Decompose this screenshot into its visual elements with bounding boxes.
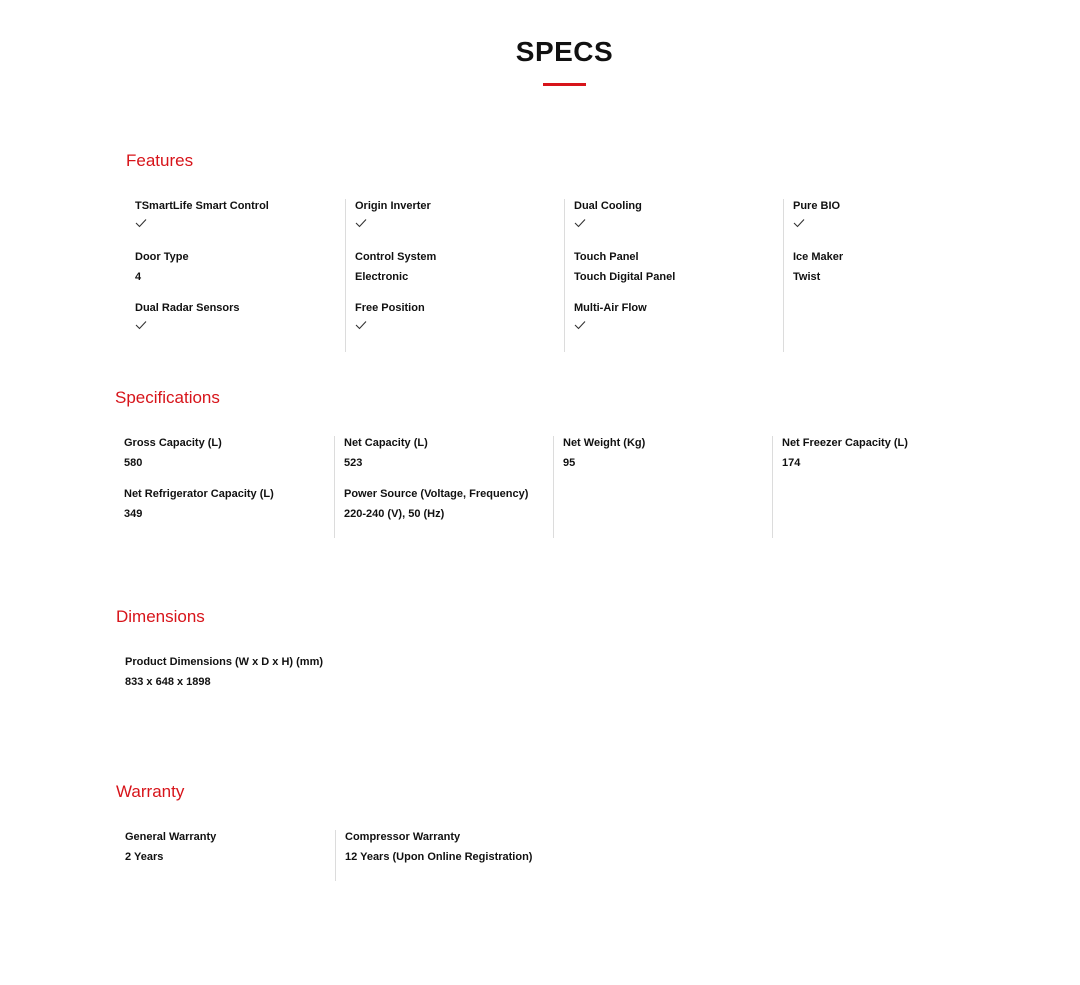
spec-label: Touch Panel — [574, 251, 639, 263]
spec-label: Dual Radar Sensors — [135, 302, 240, 314]
spec-label: Product Dimensions (W x D x H) (mm) — [125, 656, 324, 668]
spec-column — [564, 199, 783, 352]
spec-label: Door Type — [135, 251, 189, 263]
section-title-dimensions: Dimensions — [116, 607, 205, 626]
checkmark-icon — [355, 319, 367, 331]
spec-label: Net Freezer Capacity (L) — [782, 437, 908, 449]
spec-item-net-capacity-l — [344, 436, 553, 487]
checkmark-icon — [135, 217, 147, 229]
checkmark-icon — [355, 217, 367, 229]
spec-item-compressor-warranty — [345, 830, 554, 881]
features-grid — [126, 199, 1002, 352]
spec-item-net-weight-kg — [563, 436, 772, 487]
spec-item-dual-cooling — [574, 199, 783, 250]
checkmark-icon — [793, 217, 805, 229]
page-title: SPECS — [515, 36, 614, 67]
spec-item-free-position — [355, 301, 564, 352]
spec-label: Power Source (Voltage, Frequency) — [344, 488, 529, 500]
checkmark-icon — [574, 319, 586, 331]
spec-column — [116, 830, 335, 881]
spec-value: 95 — [563, 457, 576, 469]
title-underline — [543, 83, 586, 86]
section-title-features: Features — [126, 151, 194, 170]
spec-item-net-freezer-capacity-l — [782, 436, 991, 487]
spec-value: 580 — [124, 457, 143, 469]
spec-label: Free Position — [355, 302, 425, 314]
spec-label: Gross Capacity (L) — [124, 437, 222, 449]
spec-item-gross-capacity-l — [124, 436, 334, 487]
section-title-warranty: Warranty — [116, 782, 185, 801]
spec-item-origin-inverter — [355, 199, 564, 250]
spec-value: 174 — [782, 457, 801, 469]
spec-label: Control System — [355, 251, 437, 263]
spec-label: Net Refrigerator Capacity (L) — [124, 488, 274, 500]
spec-column — [783, 199, 1002, 352]
spec-label: Dual Cooling — [574, 200, 642, 212]
spec-value: 2 Years — [125, 851, 164, 863]
spec-label: Compressor Warranty — [345, 831, 461, 843]
spec-label: General Warranty — [125, 831, 217, 843]
spec-column — [115, 436, 334, 538]
checkmark-icon — [574, 217, 586, 229]
section-title-specifications: Specifications — [115, 388, 220, 407]
spec-item-dual-radar-sensors — [135, 301, 345, 352]
spec-value: Twist — [793, 271, 821, 283]
spec-value: 220-240 (V), 50 (Hz) — [344, 508, 445, 520]
spec-value: 833 x 648 x 1898 — [125, 676, 211, 688]
spec-column — [116, 655, 335, 706]
spec-item-product-dimensions-w-x-d-x-h-mm — [125, 655, 335, 706]
spec-column — [345, 199, 564, 352]
spec-item-pure-bio — [793, 199, 1002, 250]
spec-label: Origin Inverter — [355, 200, 431, 212]
spec-value: Electronic — [355, 271, 409, 283]
spec-item-multi-air-flow — [574, 301, 783, 352]
spec-column — [335, 830, 554, 881]
spec-column — [772, 436, 991, 538]
spec-item-touch-panel — [574, 250, 783, 301]
spec-label: Multi-Air Flow — [574, 302, 647, 314]
spec-value: 523 — [344, 457, 363, 469]
spec-label: TSmartLife Smart Control — [135, 200, 269, 212]
spec-item-door-type — [135, 250, 345, 301]
spec-item-tsmartlife-smart-control — [135, 199, 345, 250]
spec-item-net-refrigerator-capacity-l — [124, 487, 334, 538]
spec-value: 12 Years (Upon Online Registration) — [345, 851, 533, 863]
spec-item-control-system — [355, 250, 564, 301]
spec-value: 349 — [124, 508, 143, 520]
spec-item-power-source-voltage-frequency — [344, 487, 553, 538]
spec-value: 4 — [135, 271, 142, 283]
spec-column — [126, 199, 345, 352]
spec-value: Touch Digital Panel — [574, 271, 676, 283]
spec-item-general-warranty — [125, 830, 335, 881]
spec-column — [553, 436, 772, 538]
spec-item-ice-maker — [793, 250, 1002, 301]
spec-label: Pure BIO — [793, 200, 841, 212]
dimensions-grid — [116, 655, 335, 706]
spec-label: Ice Maker — [793, 251, 844, 263]
spec-column — [334, 436, 553, 538]
specifications-grid — [115, 436, 991, 538]
spec-label: Net Capacity (L) — [344, 437, 428, 449]
spec-label: Net Weight (Kg) — [563, 437, 646, 449]
warranty-grid — [116, 830, 554, 881]
checkmark-icon — [135, 319, 147, 331]
